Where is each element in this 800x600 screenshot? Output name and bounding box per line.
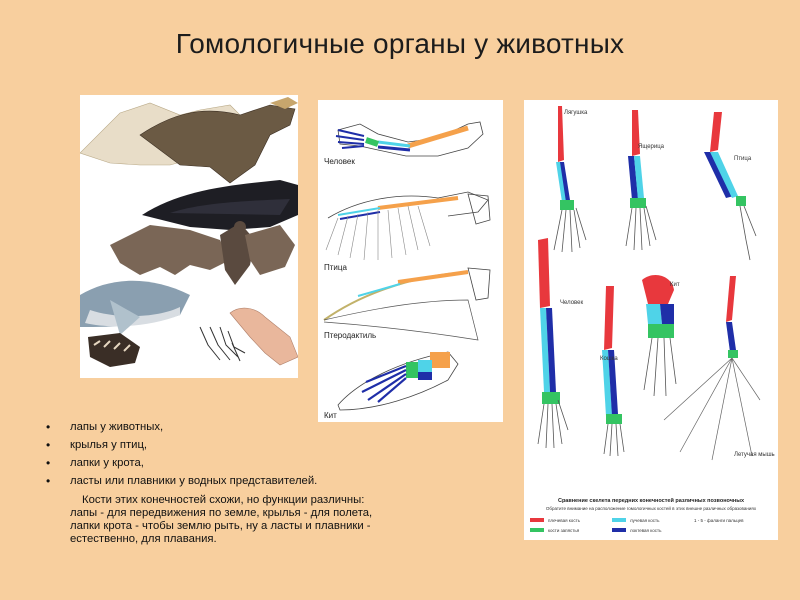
list-item: • лапки у крота, <box>46 454 466 472</box>
skeleton-label-human: Человек <box>560 300 584 306</box>
limb-label-human: Человек <box>324 157 355 166</box>
legend-label-ulna: локтевая кость <box>630 528 662 533</box>
animals-illustration <box>80 95 298 378</box>
limb-comparison-diagram <box>318 100 503 422</box>
skeleton-label-bird: Птица <box>734 156 752 162</box>
mole-paw-image <box>88 333 140 367</box>
skeleton-legend <box>530 518 744 533</box>
pterodactyl-wing-diagram <box>324 268 490 340</box>
legend-label-phalanges: 1 - 5 - фаланги пальцев <box>694 518 744 523</box>
lizard-limb-skeleton <box>626 110 656 250</box>
skeleton-paw-image <box>200 327 245 361</box>
explanation-paragraph: Кости этих конечностей схожи, но функции различны: лапы - для передвижения по земле, крылья - для полета, лапки крота - чтобы землю рыть, ну а ласты и плавники - естественно, для плавания. <box>70 494 373 545</box>
skeleton-label-cat: Кошка <box>600 356 618 362</box>
limb-label-bird: Птица <box>324 263 347 272</box>
legend-swatch-radius <box>612 518 626 522</box>
bird-image <box>142 180 298 230</box>
whale-flipper-diagram <box>338 352 458 410</box>
list-item: • лапы у животных, <box>46 418 466 436</box>
list-item: • крылья у птиц, <box>46 436 466 454</box>
cat-limb-skeleton <box>602 286 624 456</box>
human-hand-image <box>230 308 298 365</box>
human-arm-diagram <box>336 122 483 156</box>
legend-label-radius: лучевая кость <box>630 518 660 523</box>
skeleton-label-whale: Кит <box>670 282 680 288</box>
bat-limb-skeleton <box>664 276 760 460</box>
whale-image <box>80 281 190 335</box>
list-item: • ласты или плавники у водных представителей. <box>46 472 466 490</box>
legend-label-humerus: плечевая кость <box>548 518 580 523</box>
pterodactyl-image <box>80 97 298 183</box>
legend-label-carpals: кости запястья <box>548 528 580 533</box>
bird-wing-diagram <box>326 192 490 260</box>
limb-label-pterodactyl: Птеродактиль <box>324 331 377 340</box>
bird-limb-skeleton <box>704 112 756 260</box>
human-limb-skeleton <box>538 238 568 448</box>
skeleton-label-lizard: Ящерица <box>638 144 665 150</box>
skeleton-label-frog: Лягушка <box>564 110 588 116</box>
frog-limb-skeleton <box>554 106 586 252</box>
legend-swatch-humerus <box>530 518 544 522</box>
legend-swatch-carpals <box>530 528 544 532</box>
skeleton-comparison-diagram <box>524 100 778 540</box>
whale-limb-skeleton <box>642 275 676 396</box>
limb-label-whale: Кит <box>324 411 337 420</box>
skeleton-label-bat: Летучая мышь <box>734 452 775 458</box>
bat-image <box>110 221 295 285</box>
skeleton-caption-title: Сравнение скелета передних конечностей различных позвоночных <box>557 498 745 504</box>
skeleton-caption-subtitle: Обратите внимание на расположение гомологичных костей в этих внешне различных образованиях <box>545 506 757 511</box>
limb-types-list <box>46 418 466 490</box>
slide-title: Гомологичные органы у животных <box>175 28 625 59</box>
legend-swatch-ulna <box>612 528 626 532</box>
